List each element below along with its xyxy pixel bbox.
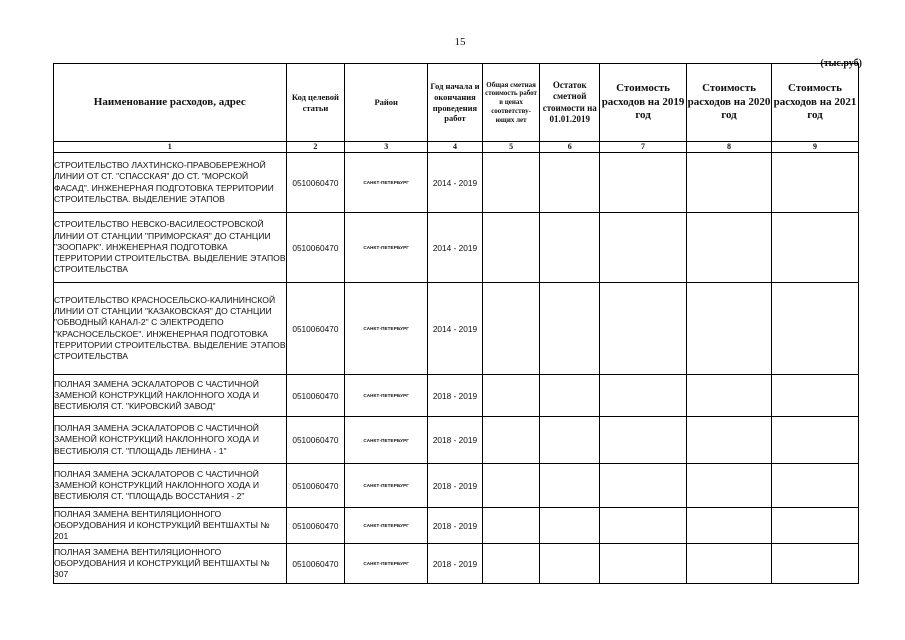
period-cell: 2018 - 2019 [428,417,483,464]
empty-value-cell [771,213,858,283]
empty-value-cell [771,153,858,213]
district-cell: САНКТ-ПЕТЕРБУРГ [345,544,428,584]
empty-value-cell [600,153,687,213]
empty-value-cell [540,544,600,584]
header-total-cost: Общая сметная стоимость работ в ценах соответству-ющих лет [482,64,540,142]
district-cell: САНКТ-ПЕТЕРБУРГ [345,153,428,213]
header-cost-2019: Стоимость расходов на 2019 год [600,64,687,142]
empty-value-cell [482,283,540,375]
period-cell: 2014 - 2019 [428,153,483,213]
empty-value-cell [771,508,858,544]
column-number-row [54,142,859,153]
empty-value-cell [687,544,772,584]
table-row [54,508,859,544]
column-number: 9 [771,142,858,153]
empty-value-cell [540,283,600,375]
table-row [54,213,859,283]
expense-name-cell: СТРОИТЕЛЬСТВО ЛАХТИНСКО-ПРАВОБЕРЕЖНОЙ ЛИНИИ ОТ СТ. "СПАССКАЯ" ДО СТ. "МОРСКОЙ ФАСАД". ИНЖЕНЕРНАЯ ПОДГОТОВКА ТЕРРИТОРИИ СТРОИТЕЛЬСТВА. ВЫДЕЛЕНИЕ ЭТАПОВ [54,153,287,213]
header-row [54,64,859,142]
empty-value-cell [771,283,858,375]
units-label: (тыс.руб) [820,58,862,69]
empty-value-cell [771,544,858,584]
expense-table [53,63,859,584]
expense-name-cell: ПОЛНАЯ ЗАМЕНА ЭСКАЛАТОРОВ С ЧАСТИЧНОЙ ЗАМЕНОЙ КОНСТРУКЦИЙ НАКЛОННОГО ХОДА И ВЕСТИБЮЛЯ СТ. "ПЛОЩАДЬ ЛЕНИНА - 1" [54,417,287,464]
period-cell: 2018 - 2019 [428,544,483,584]
empty-value-cell [482,213,540,283]
empty-value-cell [540,213,600,283]
empty-value-cell [687,153,772,213]
empty-value-cell [687,417,772,464]
empty-value-cell [687,213,772,283]
expense-name-cell: СТРОИТЕЛЬСТВО КРАСНОСЕЛЬСКО-КАЛИНИНСКОЙ ЛИНИИ ОТ СТАНЦИИ "КАЗАКОВСКАЯ" ДО СТАНЦИИ "ОБВОДНЫЙ КАНАЛ-2" С ЭЛЕКТРОДЕПО "КРАСНОСЕЛЬСКОЕ". ИНЖЕНЕРНАЯ ПОДГОТОВКА ТЕРРИТОРИИ СТРОИТЕЛЬСТВА. ВЫДЕЛЕНИЕ ЭТАПОВ СТРОИТЕЛЬСТВА [54,283,287,375]
empty-value-cell [600,508,687,544]
district-cell: САНКТ-ПЕТЕРБУРГ [345,508,428,544]
empty-value-cell [482,375,540,417]
empty-value-cell [482,508,540,544]
period-cell: 2014 - 2019 [428,213,483,283]
district-cell: САНКТ-ПЕТЕРБУРГ [345,417,428,464]
empty-value-cell [771,375,858,417]
header-code: Код целевой статьи [286,64,345,142]
district-cell: САНКТ-ПЕТЕРБУРГ [345,375,428,417]
empty-value-cell [687,464,772,508]
empty-value-cell [540,508,600,544]
empty-value-cell [600,375,687,417]
empty-value-cell [687,375,772,417]
district-cell: САНКТ-ПЕТЕРБУРГ [345,464,428,508]
table-row [54,375,859,417]
empty-value-cell [771,464,858,508]
empty-value-cell [482,464,540,508]
column-number: 3 [345,142,428,153]
empty-value-cell [600,213,687,283]
table-row [54,417,859,464]
empty-value-cell [482,544,540,584]
period-cell: 2014 - 2019 [428,283,483,375]
empty-value-cell [687,508,772,544]
table-row [54,153,859,213]
page-number: 15 [454,36,466,48]
header-name: Наименование расходов, адрес [54,64,287,142]
column-number: 2 [286,142,345,153]
expense-name-cell: ПОЛНАЯ ЗАМЕНА ВЕНТИЛЯЦИОННОГО ОБОРУДОВАНИЯ И КОНСТРУКЦИЙ ВЕНТШАХТЫ № 307 [54,544,287,584]
target-code-cell: 0510060470 [286,153,345,213]
column-number: 7 [600,142,687,153]
column-number: 4 [428,142,483,153]
empty-value-cell [540,153,600,213]
empty-value-cell [482,153,540,213]
header-years: Год начала и окончания проведения работ [428,64,483,142]
column-number: 6 [540,142,600,153]
empty-value-cell [687,283,772,375]
header-cost-2021: Стоимость расходов на 2021 год [771,64,858,142]
district-cell: САНКТ-ПЕТЕРБУРГ [345,213,428,283]
column-number: 8 [687,142,772,153]
expense-name-cell: СТРОИТЕЛЬСТВО НЕВСКО-ВАСИЛЕОСТРОВСКОЙ ЛИНИИ ОТ СТАНЦИИ "ПРИМОРСКАЯ" ДО СТАНЦИИ "ЗООПАРК". ИНЖЕНЕРНАЯ ПОДГОТОВКА ТЕРРИТОРИИ СТРОИТЕЛЬСТВА. ВЫДЕЛЕНИЕ ЭТАПОВ СТРОИТЕЛЬСТВА [54,213,287,283]
header-district: Район [345,64,428,142]
target-code-cell: 0510060470 [286,544,345,584]
header-remainder: Остаток сметной стоимости на 01.01.2019 [540,64,600,142]
column-number: 5 [482,142,540,153]
empty-value-cell [600,544,687,584]
period-cell: 2018 - 2019 [428,375,483,417]
expense-name-cell: ПОЛНАЯ ЗАМЕНА ЭСКАЛАТОРОВ С ЧАСТИЧНОЙ ЗАМЕНОЙ КОНСТРУКЦИЙ НАКЛОННОГО ХОДА И ВЕСТИБЮЛЯ СТ. "КИРОВСКИЙ ЗАВОД" [54,375,287,417]
period-cell: 2018 - 2019 [428,464,483,508]
expense-name-cell: ПОЛНАЯ ЗАМЕНА ВЕНТИЛЯЦИОННОГО ОБОРУДОВАНИЯ И КОНСТРУКЦИЙ ВЕНТШАХТЫ № 201 [54,508,287,544]
expense-name-cell: ПОЛНАЯ ЗАМЕНА ЭСКАЛАТОРОВ С ЧАСТИЧНОЙ ЗАМЕНОЙ КОНСТРУКЦИЙ НАКЛОННОГО ХОДА И ВЕСТИБЮЛЯ СТ. "ПЛОЩАДЬ ВОССТАНИЯ - 2" [54,464,287,508]
empty-value-cell [482,417,540,464]
empty-value-cell [600,464,687,508]
table-row [54,464,859,508]
table-row [54,544,859,584]
target-code-cell: 0510060470 [286,213,345,283]
target-code-cell: 0510060470 [286,464,345,508]
district-cell: САНКТ-ПЕТЕРБУРГ [345,283,428,375]
empty-value-cell [540,375,600,417]
empty-value-cell [540,417,600,464]
target-code-cell: 0510060470 [286,417,345,464]
empty-value-cell [600,417,687,464]
period-cell: 2018 - 2019 [428,508,483,544]
column-number: 1 [54,142,287,153]
header-cost-2020: Стоимость расходов на 2020 год [687,64,772,142]
empty-value-cell [600,283,687,375]
empty-value-cell [540,464,600,508]
target-code-cell: 0510060470 [286,375,345,417]
table-row [54,283,859,375]
target-code-cell: 0510060470 [286,508,345,544]
target-code-cell: 0510060470 [286,283,345,375]
empty-value-cell [771,417,858,464]
